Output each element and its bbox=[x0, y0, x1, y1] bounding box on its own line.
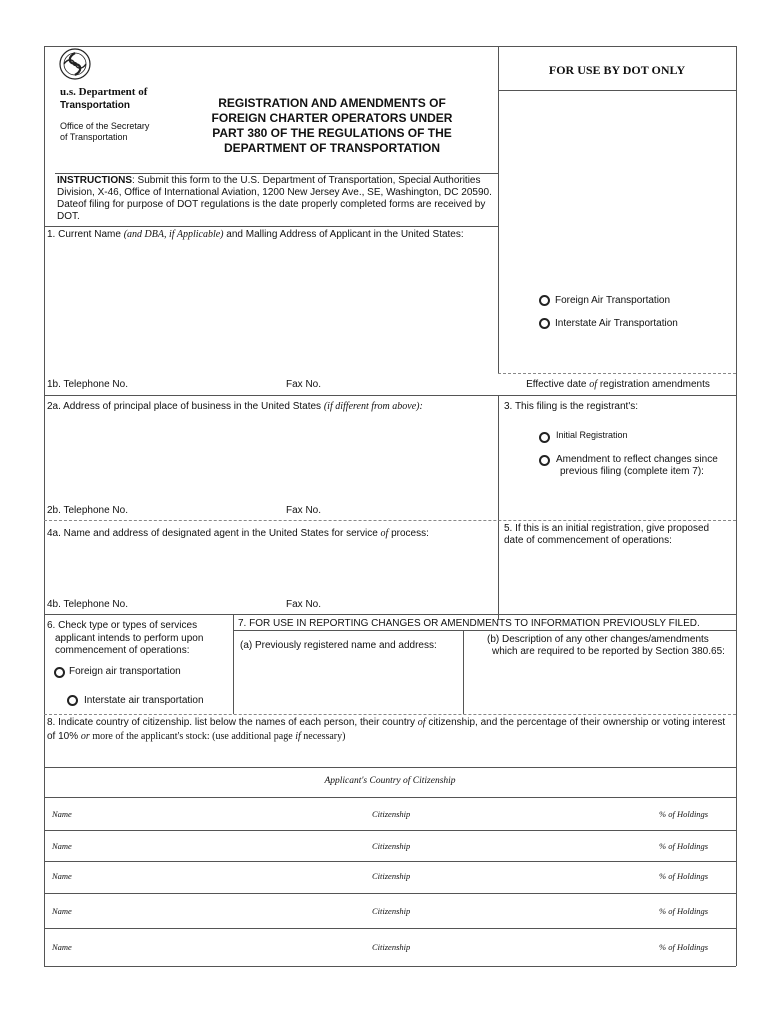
item6-label-line1: 6. Check type or types of services bbox=[47, 620, 198, 631]
item2a-label: 2a. Address of principal place of business in the United States (if different from above): bbox=[47, 401, 423, 412]
item6-top-line bbox=[44, 614, 736, 615]
item6-interstate-radio[interactable] bbox=[67, 695, 78, 706]
holdings-table-heading: Applicant's Country of Citizenship bbox=[324, 776, 456, 786]
holdings-name-label: Name bbox=[52, 871, 72, 881]
item6-label-line3: commencement of operations: bbox=[55, 645, 190, 656]
title-line: FOREIGN CHARTER OPERATORS UNDER bbox=[211, 111, 453, 125]
amendment-label-line2: previous filing (complete item 7): bbox=[560, 466, 704, 477]
foreign-air-transportation-label: Foreign Air Transportation bbox=[555, 295, 671, 306]
right-column-divider bbox=[498, 395, 499, 620]
item4a-label: 4a. Name and address of designated agent in the United States for service of process: bbox=[47, 528, 429, 539]
item7b-label-line1: (b) Description of any other changes/amendments bbox=[487, 634, 709, 645]
form-right-border bbox=[736, 46, 737, 966]
item6-label-line2: applicant intends to perform upon bbox=[55, 633, 204, 644]
holdings-percent-label: % of Holdings bbox=[659, 809, 709, 819]
holdings-row-line bbox=[44, 861, 736, 862]
instructions-top-line bbox=[55, 173, 498, 174]
item7-label: 7. FOR USE IN REPORTING CHANGES OR AMENDMENTS TO INFORMATION PREVIOUSLY FILED. bbox=[238, 618, 700, 629]
form-bottom-border bbox=[44, 966, 736, 967]
initial-registration-label: Initial Registration bbox=[556, 430, 628, 440]
item7-divider bbox=[463, 630, 464, 714]
item4b-telephone-label: 4b. Telephone No. bbox=[47, 599, 128, 610]
holdings-citizenship-label: Citizenship bbox=[372, 942, 411, 952]
dot-only-bottom-dashed bbox=[498, 373, 736, 374]
form-title bbox=[182, 96, 482, 156]
item4-top-dashed bbox=[44, 520, 736, 521]
item8-label-line1: 8. Indicate country of citizenship. list below the names of each person, their country of citizenship, and the percentage of their ownership or voting interest bbox=[47, 717, 726, 728]
holdings-citizenship-label: Citizenship bbox=[372, 841, 411, 851]
holdings-citizenship-label: Citizenship bbox=[372, 871, 411, 881]
holdings-percent-label: % of Holdings bbox=[659, 841, 709, 851]
effective-date-label: Effective date of registration amendments bbox=[526, 379, 710, 390]
dot-only-divider bbox=[498, 46, 499, 374]
office-line1: Office of the Secretary bbox=[60, 121, 150, 131]
dept-name-line1: u.s. Department of bbox=[60, 86, 148, 98]
item1-label: 1. Current Name (and DBA, if Applicable) and Malling Address of Applicant in the United States: bbox=[47, 229, 464, 240]
interstate-air-transportation-label: Interstate Air Transportation bbox=[555, 318, 678, 329]
title-line: DEPARTMENT OF TRANSPORTATION bbox=[224, 141, 440, 155]
holdings-table-top-line bbox=[44, 767, 736, 768]
holdings-citizenship-label: Citizenship bbox=[372, 906, 411, 916]
dot-only-label: FOR USE BY DOT ONLY bbox=[548, 63, 686, 77]
instructions-text: INSTRUCTIONS: Submit this form to the U.S. Department of Transportation, Special Authorities Division, X-46, Office of International Aviation, 1200 New Jersey Ave., SE, Washington, DC 20590. Dateof filing for purpose of DOT regulations is the date properly completed forms are received by DOT. bbox=[57, 175, 492, 222]
title-line: PART 380 OF THE REGULATIONS OF THE bbox=[212, 126, 452, 140]
form-top-border bbox=[44, 46, 736, 47]
item8-label-line2: of 10% or more of the applicant's stock: (use additional page if necessary) bbox=[47, 731, 346, 742]
item8-top-dashed bbox=[44, 714, 736, 715]
holdings-heading-line bbox=[44, 797, 736, 798]
item6-foreign-radio[interactable] bbox=[54, 667, 65, 678]
holdings-name-label: Name bbox=[52, 942, 72, 952]
item7b-label-line2: which are required to be reported by Section 380.65: bbox=[492, 646, 725, 657]
dot-only-underline bbox=[498, 90, 736, 91]
item6-interstate-label: Interstate air transportation bbox=[84, 695, 204, 706]
holdings-citizenship-label: Citizenship bbox=[372, 809, 411, 819]
holdings-row-line bbox=[44, 928, 736, 929]
office-line2: of Transportation bbox=[60, 132, 128, 142]
item5-label-line2: date of commencement of operations: bbox=[504, 535, 672, 546]
item1-top-line bbox=[44, 226, 498, 227]
item1b-telephone-label: 1b. Telephone No. bbox=[47, 379, 128, 390]
holdings-row-line bbox=[44, 830, 736, 831]
item2b-fax-label: Fax No. bbox=[286, 505, 322, 516]
holdings-row-line bbox=[44, 893, 736, 894]
item3-label: 3. This filing is the registrant's: bbox=[504, 401, 639, 412]
dot-seal-icon bbox=[58, 47, 92, 81]
holdings-name-label: Name bbox=[52, 809, 72, 819]
item7a-label: (a) Previously registered name and address: bbox=[240, 640, 437, 651]
item2-top-line bbox=[44, 395, 736, 396]
item7-header-line bbox=[233, 630, 736, 631]
dept-name-line2: Transportation bbox=[60, 100, 131, 111]
item6-divider bbox=[233, 614, 234, 714]
holdings-percent-label: % of Holdings bbox=[659, 871, 709, 881]
amendment-label-line1: Amendment to reflect changes since bbox=[556, 454, 718, 465]
item1b-fax-label: Fax No. bbox=[286, 379, 322, 390]
initial-registration-radio[interactable] bbox=[539, 432, 550, 443]
item4b-fax-label: Fax No. bbox=[286, 599, 322, 610]
instructions-label: INSTRUCTIONS bbox=[57, 175, 132, 186]
title-line: REGISTRATION AND AMENDMENTS OF bbox=[218, 96, 446, 110]
holdings-percent-label: % of Holdings bbox=[659, 942, 709, 952]
foreign-air-transportation-radio[interactable] bbox=[539, 295, 550, 306]
item2b-telephone-label: 2b. Telephone No. bbox=[47, 505, 128, 516]
item5-label-line1: 5. If this is an initial registration, give proposed bbox=[504, 523, 710, 534]
form-left-border bbox=[44, 46, 45, 966]
item6-foreign-label: Foreign air transportation bbox=[69, 666, 181, 677]
amendment-radio[interactable] bbox=[539, 455, 550, 466]
holdings-percent-label: % of Holdings bbox=[659, 906, 709, 916]
holdings-name-label: Name bbox=[52, 841, 72, 851]
interstate-air-transportation-radio[interactable] bbox=[539, 318, 550, 329]
holdings-name-label: Name bbox=[52, 906, 72, 916]
